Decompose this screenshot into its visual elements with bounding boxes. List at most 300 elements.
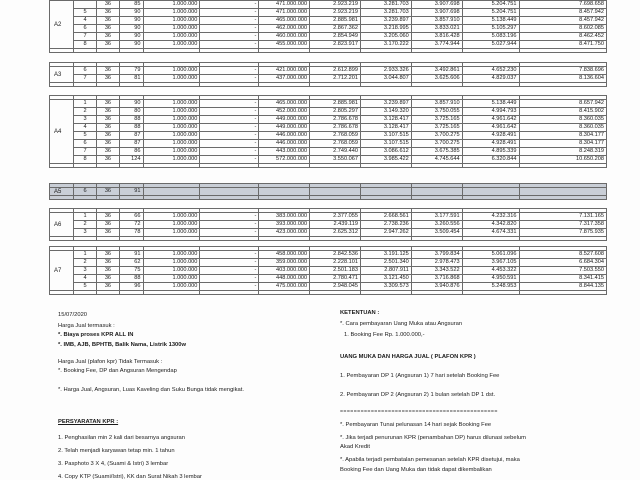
table-cell: 80	[120, 108, 143, 116]
note-item: *. Jika terjadi penurunan KPR (penambahan DP) harus dilunasi sebelum	[340, 435, 526, 441]
table-row	[50, 108, 607, 116]
table-cell: 4	[74, 17, 96, 25]
table-cell: 7	[74, 75, 96, 83]
table-cell: 88	[120, 275, 143, 283]
table-cell: 36	[96, 1, 119, 9]
table-cell: 3	[74, 116, 96, 124]
table-cell: -	[200, 100, 259, 108]
table-cell: 4.674.331	[462, 229, 519, 237]
table-cell: 1.000.000	[143, 259, 200, 267]
table-cell: 3.675.385	[411, 148, 462, 156]
table-cell: -	[200, 148, 259, 156]
table-cell: 2.805.297	[310, 108, 361, 116]
block-label: A5	[50, 188, 74, 196]
table-cell: 8.602.085	[519, 25, 607, 33]
table-cell: 8.341.415	[519, 275, 607, 283]
table-cell: -	[200, 25, 259, 33]
table-cell: 3.309.573	[360, 283, 411, 291]
ketentuan-title: KETENTUAN :	[340, 310, 380, 316]
table-cell: 437.000.000	[259, 75, 310, 83]
table-cell: 458.000.000	[259, 251, 310, 259]
table-cell: 6	[74, 25, 96, 33]
table-cell: 2.842.536	[310, 251, 361, 259]
table-cell: 3.550.067	[310, 156, 361, 164]
block-label: A2	[50, 1, 74, 49]
table-cell: 4.453.322	[462, 267, 519, 275]
table-cell: 75	[120, 267, 143, 275]
table-cell: 2	[74, 259, 96, 267]
table-cell	[462, 188, 519, 196]
table-cell: 90	[120, 17, 143, 25]
table-cell: 3.774.944	[411, 41, 462, 49]
table-cell: 1.000.000	[143, 275, 200, 283]
table-cell: 88	[120, 124, 143, 132]
table-cell: 2.668.561	[360, 213, 411, 221]
table-cell: 90	[120, 41, 143, 49]
table-cell: 2	[74, 108, 96, 116]
table-cell: -	[200, 132, 259, 140]
ketentuan-item: *. Cara pembayaran Uang Muka atau Angsuran	[340, 321, 463, 327]
table-cell: 2.978.473	[411, 259, 462, 267]
table-cell: -	[200, 41, 259, 49]
table-cell: 3.177.591	[411, 213, 462, 221]
table-cell: 36	[96, 108, 119, 116]
table-cell: 36	[96, 259, 119, 267]
table-cell: 2.947.262	[360, 229, 411, 237]
table-cell: 2.923.219	[310, 9, 361, 17]
table-cell: 4.895.339	[462, 148, 519, 156]
syarat-item: 3. Pasphoto 3 X 4, (Suami & Istri) 3 lembar	[58, 461, 169, 467]
table-cell: 8.844.135	[519, 283, 607, 291]
table-cell: -	[200, 229, 259, 237]
table-cell	[411, 188, 462, 196]
table-cell: 1.000.000	[143, 213, 200, 221]
table-cell: 5.061.096	[462, 251, 519, 259]
table-row	[50, 251, 607, 259]
table-cell: 3.725.165	[411, 124, 462, 132]
table-cell: 85	[120, 1, 143, 9]
harga-item: *. IMB, AJB, BPHTB, Balik Nama, Listrik 1300w	[58, 342, 187, 348]
table-cell: 6	[74, 67, 96, 75]
table-cell: 446.000.000	[259, 132, 310, 140]
table-cell: 8.457.942	[519, 9, 607, 17]
table-cell: 471.000.000	[259, 1, 310, 9]
table-cell: 8.360.035	[519, 116, 607, 124]
table-cell: -	[200, 116, 259, 124]
table-cell: 2.377.055	[310, 213, 361, 221]
table-cell: 7.503.550	[519, 267, 607, 275]
table-cell: 3.281.703	[360, 1, 411, 9]
table-cell: 62	[120, 259, 143, 267]
table-cell: 6	[74, 188, 96, 196]
table-cell: 448.000.000	[259, 275, 310, 283]
table-cell: 4.994.793	[462, 108, 519, 116]
note-item: Booking Fee dan Uang Muka dan tidak dapat dikembalikan	[340, 467, 492, 473]
table-cell: -	[200, 283, 259, 291]
table-row	[50, 116, 607, 124]
table-cell: 2.780.471	[310, 275, 361, 283]
table-cell: 96	[120, 283, 143, 291]
table-cell: 2.749.440	[310, 148, 361, 156]
table-cell: 36	[96, 41, 119, 49]
table-row	[50, 229, 607, 237]
table-cell: 3.086.612	[360, 148, 411, 156]
table-cell	[200, 188, 259, 196]
table-cell: 2.612.899	[310, 67, 361, 75]
table-cell: 90	[120, 9, 143, 17]
table-cell: 5.027.944	[462, 41, 519, 49]
table-cell: 455.000.000	[259, 41, 310, 49]
table-cell: 465.000.000	[259, 17, 310, 25]
table-cell: 471.000.000	[259, 9, 310, 17]
block-table-a4	[49, 95, 607, 168]
block-table-a6	[49, 208, 607, 241]
table-row	[50, 267, 607, 275]
table-cell: 8.248.319	[519, 148, 607, 156]
block-label: A4	[50, 100, 74, 164]
table-cell: 3.857.910	[411, 100, 462, 108]
table-cell	[259, 188, 310, 196]
table-cell: 443.000.000	[259, 148, 310, 156]
table-cell: 36	[96, 148, 119, 156]
table-row	[50, 33, 607, 41]
table-cell: 36	[96, 156, 119, 164]
table-cell: 2.625.312	[310, 229, 361, 237]
table-cell: 8.304.177	[519, 140, 607, 148]
table-cell: 1	[74, 251, 96, 259]
table-cell: 3.149.320	[360, 108, 411, 116]
table-cell: 2.807.911	[360, 267, 411, 275]
table-cell: 475.000.000	[259, 283, 310, 291]
table-cell	[519, 188, 607, 196]
table-cell: 423.000.000	[259, 229, 310, 237]
table-cell: 3.218.995	[360, 25, 411, 33]
table-cell: 3.940.876	[411, 283, 462, 291]
table-cell: 2.501.183	[310, 267, 361, 275]
ketentuan-item: 1. Booking Fee Rp. 1.000.000,-	[344, 332, 425, 338]
table-cell: 1.000.000	[143, 124, 200, 132]
table-row	[50, 124, 607, 132]
table-cell	[74, 1, 96, 9]
table-cell: 8	[74, 156, 96, 164]
table-cell: 2.501.340	[360, 259, 411, 267]
table-cell: 1.000.000	[143, 221, 200, 229]
table-cell: 81	[120, 75, 143, 83]
table-cell: 90	[120, 33, 143, 41]
dp-item: 2. Pembayaran DP 2 (Angsuran 2) 1 bulan setelah DP 1 dst.	[340, 392, 496, 398]
table-cell: 87	[120, 132, 143, 140]
table-cell: 3.191.125	[360, 251, 411, 259]
table-row	[50, 132, 607, 140]
table-cell: 6	[74, 140, 96, 148]
table-cell: 1.000.000	[143, 67, 200, 75]
table-cell: 87	[120, 140, 143, 148]
table-cell: 3.281.703	[360, 9, 411, 17]
table-row	[50, 156, 607, 164]
table-cell: 8.657.942	[519, 100, 607, 108]
table-cell: 4.961.642	[462, 124, 519, 132]
note-item: *. Pembayaran Tunai pelunasan 14 hari sejak Booking Fee	[340, 422, 492, 428]
table-cell: 7	[74, 33, 96, 41]
table-cell: 8.304.177	[519, 132, 607, 140]
table-cell: -	[200, 140, 259, 148]
table-cell: 36	[96, 275, 119, 283]
table-cell	[310, 188, 361, 196]
table-cell: 2.933.326	[360, 67, 411, 75]
table-cell: 5.105.297	[462, 25, 519, 33]
table-cell: 4.232.316	[462, 213, 519, 221]
table-cell: 36	[96, 188, 119, 196]
dp-item: 1. Pembayaran DP 1 (Angsuran 1) 7 hari setelah Booking Fee	[340, 373, 500, 379]
table-cell: 2.948.045	[310, 283, 361, 291]
table-cell: 4.652.230	[462, 67, 519, 75]
table-row	[50, 75, 607, 83]
note-item: Akad Kredit	[340, 444, 370, 450]
table-cell: -	[200, 75, 259, 83]
table-cell: 1.000.000	[143, 17, 200, 25]
table-cell: 383.000.000	[259, 213, 310, 221]
table-cell: 7.698.658	[519, 1, 607, 9]
table-cell: 7.838.696	[519, 67, 607, 75]
table-cell: -	[200, 33, 259, 41]
table-cell: 5.083.196	[462, 33, 519, 41]
table-row	[50, 9, 607, 17]
table-cell: -	[200, 1, 259, 9]
table-cell: 8	[74, 41, 96, 49]
table-cell: 8.415.902	[519, 108, 607, 116]
table-cell: 3.816.428	[411, 33, 462, 41]
table-cell: 4.961.642	[462, 116, 519, 124]
table-cell: 3.716.868	[411, 275, 462, 283]
table-cell: 36	[96, 33, 119, 41]
table-cell: 1.000.000	[143, 33, 200, 41]
table-cell: 1.000.000	[143, 75, 200, 83]
table-cell: 5.204.751	[462, 9, 519, 17]
table-cell: 7.875.935	[519, 229, 607, 237]
table-cell: -	[200, 156, 259, 164]
table-cell: 572.000.000	[259, 156, 310, 164]
table-cell: 3.492.861	[411, 67, 462, 75]
table-cell: 3.907.698	[411, 1, 462, 9]
table-cell: 36	[96, 267, 119, 275]
table-cell: 79	[120, 67, 143, 75]
table-cell: 36	[96, 116, 119, 124]
uang-muka-title: UANG MUKA DAN HARGA JUAL ( PLAFON KPR )	[340, 354, 476, 360]
table-cell: 1.000.000	[143, 229, 200, 237]
table-row	[50, 221, 607, 229]
table-cell: -	[200, 108, 259, 116]
table-cell: 6.684.304	[519, 259, 607, 267]
table-cell: 4	[74, 275, 96, 283]
table-cell: 36	[96, 25, 119, 33]
separator-line: ==============================================	[340, 409, 498, 415]
table-cell: 36	[96, 140, 119, 148]
table-row	[50, 140, 607, 148]
table-cell: 3.509.454	[411, 229, 462, 237]
table-cell: 2.738.236	[360, 221, 411, 229]
table-cell: 36	[96, 221, 119, 229]
table-cell: 36	[96, 229, 119, 237]
table-cell: 3.985.422	[360, 156, 411, 164]
table-cell: 2	[74, 221, 96, 229]
table-cell: 4.928.491	[462, 140, 519, 148]
table-row	[50, 100, 607, 108]
table-cell: -	[200, 9, 259, 17]
table-cell: 3.625.606	[411, 75, 462, 83]
table-cell: 3.044.807	[360, 75, 411, 83]
block-label: A6	[50, 213, 74, 237]
table-cell: 8.471.750	[519, 41, 607, 49]
table-row	[50, 275, 607, 283]
table-cell: 5.138.449	[462, 17, 519, 25]
table-cell: 4.745.644	[411, 156, 462, 164]
table-cell: 91	[120, 251, 143, 259]
table-cell: 2.885.981	[310, 100, 361, 108]
syarat-title: PERSYARATAN KPR :	[58, 419, 119, 425]
table-cell: 78	[120, 229, 143, 237]
syarat-item: 4. Copy KTP (Suami/Istri), KK dan Surat Nikah 3 lembar	[58, 474, 202, 480]
table-cell: -	[200, 17, 259, 25]
table-cell: 3.750.055	[411, 108, 462, 116]
table-cell: 2.439.119	[310, 221, 361, 229]
table-cell: 2.768.059	[310, 132, 361, 140]
date-label: 15/07/2020	[58, 312, 88, 318]
table-cell: 460.000.000	[259, 33, 310, 41]
table-cell: 36	[96, 67, 119, 75]
table-cell: 7.131.165	[519, 213, 607, 221]
table-cell: 1	[74, 100, 96, 108]
table-cell: -	[200, 213, 259, 221]
table-cell: 90	[120, 25, 143, 33]
table-cell: 3.239.897	[360, 17, 411, 25]
table-cell: 3.967.105	[462, 259, 519, 267]
table-cell: 2.823.917	[310, 41, 361, 49]
table-row	[50, 67, 607, 75]
table-cell: 1.000.000	[143, 140, 200, 148]
note-item: *. Apabila terjadi pembatalan pemesanan setelah KPR disetujui, maka	[340, 457, 520, 463]
harga-title: Harga Jual termasuk :	[58, 323, 115, 329]
table-cell: 2.786.678	[310, 116, 361, 124]
table-row	[50, 148, 607, 156]
table-cell: 3.700.275	[411, 132, 462, 140]
table-cell: 1.000.000	[143, 9, 200, 17]
table-cell: 359.000.000	[259, 259, 310, 267]
table-cell: 1.000.000	[143, 100, 200, 108]
table-cell: -	[200, 259, 259, 267]
table-cell: 2.885.981	[310, 17, 361, 25]
table-cell: -	[200, 251, 259, 259]
table-cell: 2.867.362	[310, 25, 361, 33]
table-cell: 1	[74, 213, 96, 221]
table-cell: 1.000.000	[143, 132, 200, 140]
table-row	[50, 25, 607, 33]
table-row	[50, 1, 607, 9]
table-row	[50, 213, 607, 221]
disclaimer-note: *. Harga Jual, Angsuran, Luas Kaveling dan Suku Bunga tidak mengikat.	[58, 387, 244, 393]
table-cell: -	[200, 124, 259, 132]
block-table-a5	[49, 183, 607, 200]
table-cell: 7	[74, 148, 96, 156]
block-label: A3	[50, 67, 74, 83]
table-cell: 3.907.698	[411, 9, 462, 17]
block-table-a3	[49, 62, 607, 87]
table-cell: 5.248.953	[462, 283, 519, 291]
table-cell: 4	[74, 124, 96, 132]
table-cell: 8.462.452	[519, 33, 607, 41]
table-cell: 1.000.000	[143, 267, 200, 275]
table-cell	[360, 188, 411, 196]
table-cell: 66	[120, 213, 143, 221]
table-cell: 449.000.000	[259, 116, 310, 124]
plafon-item: *. Booking Fee, DP dan Angsuran Mengendap	[58, 368, 177, 374]
table-cell: 8.360.035	[519, 124, 607, 132]
table-cell: 465.000.000	[259, 100, 310, 108]
table-cell: 3.107.515	[360, 132, 411, 140]
table-cell: 2.854.949	[310, 33, 361, 41]
table-cell: 3.121.450	[360, 275, 411, 283]
table-cell: 5.204.751	[462, 1, 519, 9]
table-cell: 36	[96, 75, 119, 83]
table-cell: -	[200, 267, 259, 275]
table-cell: 36	[96, 17, 119, 25]
table-cell: 3.239.897	[360, 100, 411, 108]
table-cell: 91	[120, 188, 143, 196]
table-cell: 4.342.820	[462, 221, 519, 229]
table-cell: 7.317.358	[519, 221, 607, 229]
table-cell: -	[200, 67, 259, 75]
block-table-a7	[49, 246, 607, 295]
table-cell: 1.000.000	[143, 41, 200, 49]
table-cell: 3.128.417	[360, 116, 411, 124]
table-cell: 3.700.275	[411, 140, 462, 148]
table-cell: 8.136.604	[519, 75, 607, 83]
table-cell: 3	[74, 267, 96, 275]
table-cell: 124	[120, 156, 143, 164]
plafon-title: Harga Jual (plafon kpr) Tidak Termasuk :	[58, 359, 163, 365]
table-cell: 36	[96, 213, 119, 221]
table-cell: 3.799.834	[411, 251, 462, 259]
table-cell: 1.000.000	[143, 116, 200, 124]
table-cell: 3.343.522	[411, 267, 462, 275]
table-cell: 1.000.000	[143, 1, 200, 9]
table-cell: 36	[96, 9, 119, 17]
table-cell: 1.000.000	[143, 148, 200, 156]
table-cell: 2.228.101	[310, 259, 361, 267]
table-cell: 3.833.021	[411, 25, 462, 33]
table-row	[50, 17, 607, 25]
table-cell: 90	[120, 100, 143, 108]
table-cell: 3.725.165	[411, 116, 462, 124]
table-cell: 72	[120, 221, 143, 229]
table-row	[50, 41, 607, 49]
table-row	[50, 283, 607, 291]
table-cell: 2.786.678	[310, 124, 361, 132]
table-cell: 2.923.219	[310, 1, 361, 9]
table-cell: 3.170.222	[360, 41, 411, 49]
table-cell: 1.000.000	[143, 283, 200, 291]
table-cell: 5	[74, 9, 96, 17]
table-cell: 3.107.515	[360, 140, 411, 148]
table-cell: -	[200, 275, 259, 283]
table-cell: 5	[74, 283, 96, 291]
table-cell: 1.000.000	[143, 25, 200, 33]
table-cell: 8.527.608	[519, 251, 607, 259]
table-cell: 36	[96, 100, 119, 108]
syarat-item: 1. Penghasilan min 2 kali dari besarnya angsuran	[58, 435, 185, 441]
table-cell: 3	[74, 229, 96, 237]
table-cell: 5	[74, 132, 96, 140]
table-cell: 36	[96, 283, 119, 291]
